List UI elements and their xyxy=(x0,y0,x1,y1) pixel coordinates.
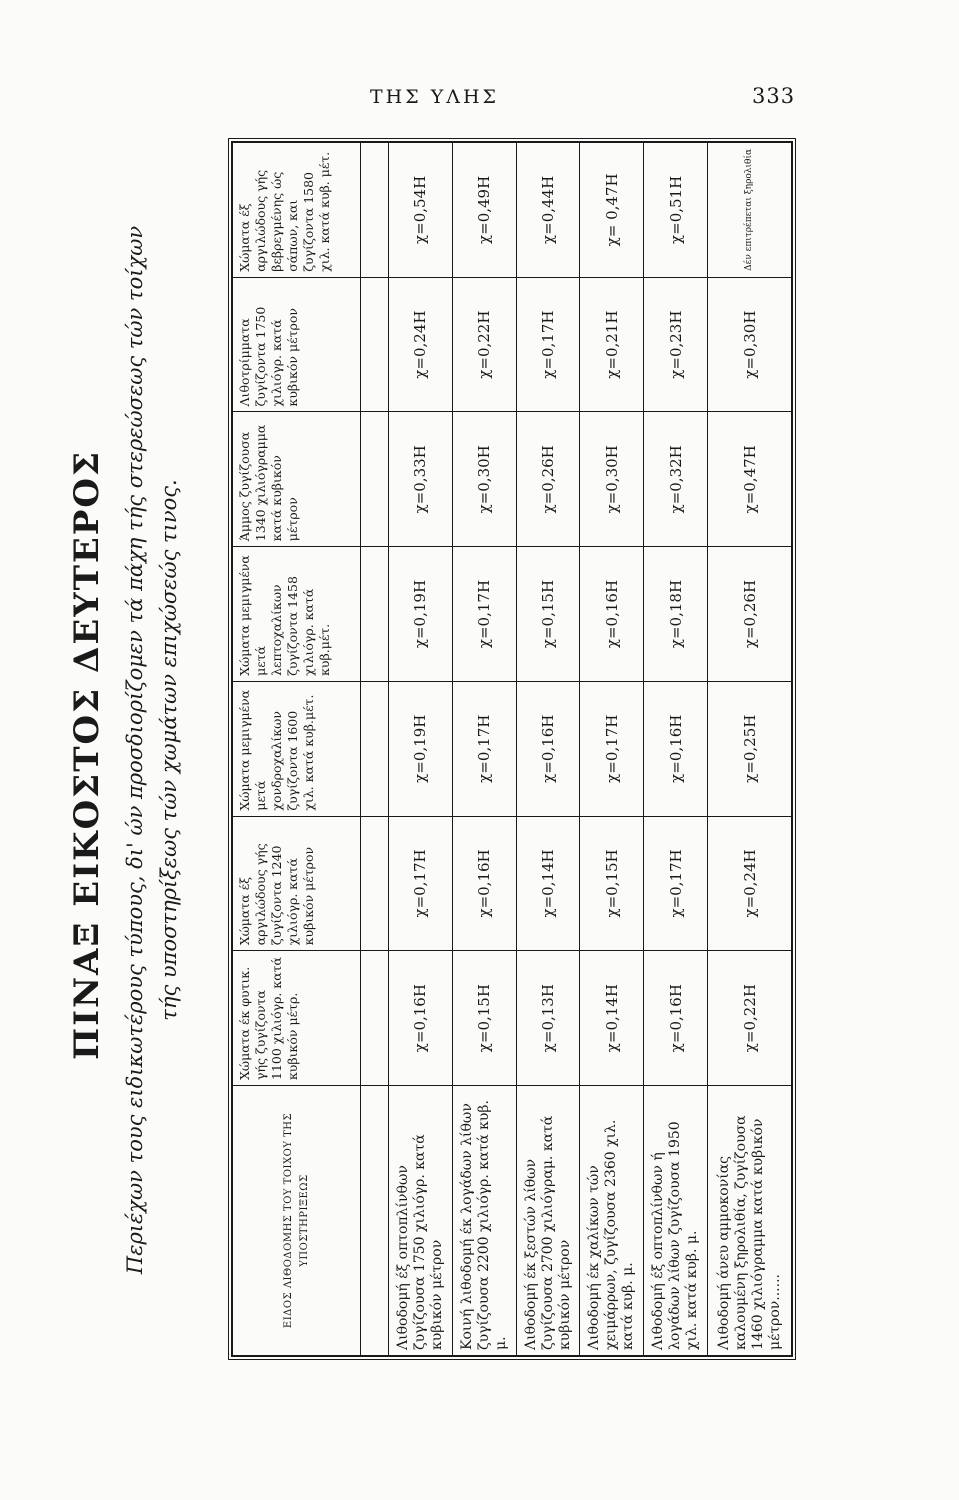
value-cell: χ=0,23Η xyxy=(644,277,708,412)
table-title: ΠΙΝΑΞ ΕΙΚΟΣΤΟΣ ΔΕΥΤΕΡΟΣ xyxy=(67,449,107,1061)
table-header-row xyxy=(233,143,361,1356)
spacer-cell xyxy=(361,277,389,412)
spacer-cell xyxy=(361,143,389,278)
value-cell: χ=0,54Η xyxy=(389,143,453,278)
value-cell: χ=0,24Η xyxy=(389,277,453,412)
table-row xyxy=(389,143,453,1356)
value-cell: χ=0,17Η xyxy=(580,681,644,816)
value-cell: χ=0,21Η xyxy=(580,277,644,412)
value-cell: χ=0,24Η xyxy=(708,816,792,951)
value-cell: χ=0,30Η xyxy=(580,412,644,547)
value-cell: χ=0,17Η xyxy=(452,547,516,682)
value-cell: χ=0,47Η xyxy=(708,412,792,547)
value-cell: χ=0,17Η xyxy=(644,816,708,951)
column-header: Λιθοτρίμματα ζυγίζοντα 1750 χιλιόγρ. κατά κυβικόν μέτρον xyxy=(233,277,361,412)
value-cell: χ=0,49Η xyxy=(452,143,516,278)
spacer-cell xyxy=(361,681,389,816)
value-cell: χ=0,15Η xyxy=(452,951,516,1086)
value-cell: χ=0,16Η xyxy=(452,816,516,951)
table-caption-line-2: τής υποστηρίξεως τών χωμάτων επιχώσεώς τινος. xyxy=(157,479,181,1021)
value-cell: χ=0,51Η xyxy=(644,143,708,278)
value-cell: χ=0,19Η xyxy=(389,547,453,682)
value-cell: χ=0,14Η xyxy=(516,816,580,951)
running-head xyxy=(0,80,959,120)
value-cell: χ=0,22Η xyxy=(708,951,792,1086)
column-header: Άμμος ζυγίζουσα 1340 χιλιόγραμμα κατά κυβικόν μέτρον xyxy=(233,412,361,547)
value-cell: χ=0,30Η xyxy=(452,412,516,547)
value-cell: χ=0,15Η xyxy=(580,816,644,951)
value-cell: χ=0,16Η xyxy=(389,951,453,1086)
value-cell: χ=0,16Η xyxy=(644,951,708,1086)
value-cell: χ=0,14Η xyxy=(580,951,644,1086)
value-cell: χ=0,15Η xyxy=(516,547,580,682)
value-cell: χ=0,17Η xyxy=(389,816,453,951)
spacer-cell xyxy=(361,1086,389,1356)
value-cell: χ=0,26Η xyxy=(708,547,792,682)
table-frame xyxy=(228,138,796,1360)
column-header: Χώματα μεμιγμένα μετά λεπτοχαλίκων ζυγίζοντα 1458 χιλιόγρ. κατά κυβ.μέτ. xyxy=(233,547,361,682)
value-cell: χ=0,33Η xyxy=(389,412,453,547)
row-description: Λιθοδομή έξ οπτοπλίνθων ζυγίζουσα 1750 χιλιόγρ. κατά κυβικόν μέτρον xyxy=(389,1086,453,1356)
table-row xyxy=(452,143,516,1356)
column-header-masonry-type: ΕΙΔΟΣ ΛΙΘΟΔΟΜΗΣ ΤΟΥ ΤΟΙΧΟΥ ΤΗΣ ΥΠΟΣΤΗΡΙΞΕΩΣ xyxy=(233,1086,361,1356)
value-cell: χ=0,17Η xyxy=(452,681,516,816)
column-header: Χώματα έξ αργιλώδους γής ζυγίζοντα 1240 χιλιόγρ. κατά κυβικόν μέτρον xyxy=(233,816,361,951)
value-cell: χ=0,44Η xyxy=(516,143,580,278)
wall-thickness-table xyxy=(232,142,792,1356)
value-cell: χ=0,22Η xyxy=(452,277,516,412)
value-cell: χ=0,19Η xyxy=(389,681,453,816)
table-row xyxy=(580,143,644,1356)
value-cell: χ=0,32Η xyxy=(644,412,708,547)
value-cell: χ=0,18Η xyxy=(644,547,708,682)
rotated-table-block xyxy=(60,125,810,1385)
row-description: Κοινή λιθοδομή έκ λογάδων λίθων ζυγίζουσα 2200 χιλιόγρ. κατά κυβ. μ. xyxy=(452,1086,516,1356)
table-row xyxy=(644,143,708,1356)
table-row xyxy=(516,143,580,1356)
value-cell: χ=0,16Η xyxy=(580,547,644,682)
value-cell: χ=0,25Η xyxy=(708,681,792,816)
column-header: Χώματα έξ αργιλώδους γής βεβρεγμένης ώς σάπων, και ζυγίζοντα 1580 χιλ. κατά κυβ. μέτ. xyxy=(233,143,361,278)
table-caption xyxy=(118,135,186,1365)
spacer-cell xyxy=(361,951,389,1086)
table-row xyxy=(708,143,792,1356)
row-description: Λιθοδομή άνευ αμμοκονίας καλουμένη ξηρολιθία, ζυγίζουσα 1460 χιλιόγραμμα κατά κυβικόν μέτρον...... xyxy=(708,1086,792,1356)
table-spacer-row xyxy=(361,143,389,1356)
column-header: Χώματα έκ φυτικ. γής ζυγίζοντα 1100 χιλιόγρ. κατά κυβικόν μέτρ. xyxy=(233,951,361,1086)
table-caption-line-1: Περιέχων τους ειδικωτέρους τύπους, δι' ών προσδιορίζομεν τά πάχη τής στερεώσεως τών τοίχων xyxy=(123,225,147,1275)
value-cell: χ= 0,47Η xyxy=(580,143,644,278)
note-cell: Δέν επιτρέπεται ξηρολιθία xyxy=(708,143,792,278)
value-cell: χ=0,26Η xyxy=(516,412,580,547)
row-description: Λιθοδομή έκ χαλίκων τών χειμάρρων, ζυγίζουσα 2360 χιλ. κατά κυβ. μ. xyxy=(580,1086,644,1356)
value-cell: χ=0,16Η xyxy=(516,681,580,816)
running-head-title: ΤΗΣ ΥΛΗΣ xyxy=(370,86,499,108)
spacer-cell xyxy=(361,816,389,951)
spacer-cell xyxy=(361,412,389,547)
spacer-cell xyxy=(361,547,389,682)
column-header: Χώματα μεμιγμένα μετά χονδροχαλίκων ζυγίζοντα 1600 χιλ. κατά κυβ.μέτ. xyxy=(233,681,361,816)
page-number: 333 xyxy=(752,84,796,108)
row-description: Λιθοδομή έξ οπτοπλίνθων ή λογάδων λίθων ζυγίζουσα 1950 χιλ. κατά κυβ. μ. xyxy=(644,1086,708,1356)
value-cell: χ=0,16Η xyxy=(644,681,708,816)
value-cell: χ=0,13Η xyxy=(516,951,580,1086)
value-cell: χ=0,17Η xyxy=(516,277,580,412)
row-description: Λιθοδομή έκ ξεστών λίθων ζυγίζουσα 2700 χιλιόγραμ. κατά κυβικόν μέτρον xyxy=(516,1086,580,1356)
value-cell: χ=0,30Η xyxy=(708,277,792,412)
